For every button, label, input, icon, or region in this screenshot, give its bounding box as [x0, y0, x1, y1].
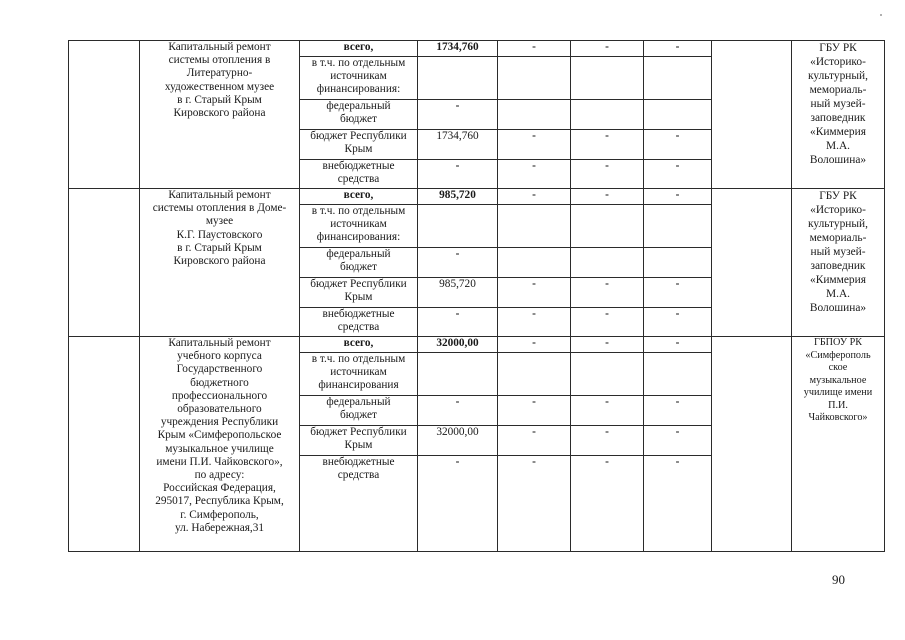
- year-value-cell: [571, 248, 644, 278]
- year-value-cell: -: [498, 308, 571, 337]
- amount-cell: 32000,00: [418, 426, 498, 456]
- table-body: [69, 41, 885, 552]
- funding-source-cell: в т.ч. по отдельным источникам финансирования: [300, 353, 418, 396]
- year-value-cell: -: [571, 396, 644, 426]
- amount-cell: [418, 353, 498, 396]
- year-value-cell: -: [644, 130, 712, 160]
- year-value-cell: -: [644, 456, 712, 552]
- year-value-cell: -: [498, 456, 571, 552]
- amount-cell: -: [418, 308, 498, 337]
- amount-cell: -: [418, 160, 498, 189]
- year-value-cell: -: [571, 456, 644, 552]
- funding-source-cell: всего,: [300, 337, 418, 353]
- empty-column-cell: [712, 41, 792, 189]
- year-value-cell: -: [498, 160, 571, 189]
- scan-speck: [880, 14, 882, 16]
- year-value-cell: [644, 57, 712, 100]
- amount-cell: 1734,760: [418, 130, 498, 160]
- year-value-cell: -: [571, 337, 644, 353]
- row-number-cell: [69, 337, 140, 552]
- funding-source-cell: федеральный бюджет: [300, 396, 418, 426]
- funding-source-cell: всего,: [300, 189, 418, 205]
- year-value-cell: [644, 205, 712, 248]
- year-value-cell: -: [498, 337, 571, 353]
- funding-source-cell: федеральный бюджет: [300, 248, 418, 278]
- year-value-cell: -: [498, 426, 571, 456]
- amount-cell: -: [418, 248, 498, 278]
- project-name-cell: Капитальный ремонт системы отопления в Литературно- художественном музее в г. Старый Крым Кировского района: [140, 41, 300, 189]
- amount-cell: 985,720: [418, 278, 498, 308]
- funding-source-cell: всего,: [300, 41, 418, 57]
- year-value-cell: [571, 353, 644, 396]
- year-value-cell: [644, 353, 712, 396]
- year-value-cell: [498, 353, 571, 396]
- year-value-cell: [498, 248, 571, 278]
- year-value-cell: [644, 248, 712, 278]
- year-value-cell: -: [571, 426, 644, 456]
- year-value-cell: -: [498, 278, 571, 308]
- year-value-cell: -: [644, 278, 712, 308]
- year-value-cell: -: [644, 160, 712, 189]
- year-value-cell: [571, 205, 644, 248]
- project-name-cell: Капитальный ремонт учебного корпуса Государственного бюджетного профессионального образовательного учреждения Республики Крым «Симферопольское музыкальное училище имени П.И. Чайковского», по адресу: Российская Федерация, 295017, Республика Крым, г. Симферополь, ул. Набережная,31: [140, 337, 300, 552]
- financing-table: [68, 40, 885, 552]
- table-row: [69, 189, 885, 205]
- year-value-cell: -: [644, 308, 712, 337]
- year-value-cell: -: [571, 189, 644, 205]
- year-value-cell: -: [498, 189, 571, 205]
- year-value-cell: -: [571, 160, 644, 189]
- year-value-cell: [571, 100, 644, 130]
- amount-cell: 32000,00: [418, 337, 498, 353]
- year-value-cell: -: [644, 396, 712, 426]
- funding-source-cell: бюджет Республики Крым: [300, 130, 418, 160]
- year-value-cell: -: [498, 396, 571, 426]
- year-value-cell: [644, 100, 712, 130]
- page-number: 90: [832, 572, 845, 587]
- year-value-cell: [498, 57, 571, 100]
- year-value-cell: -: [571, 308, 644, 337]
- year-value-cell: -: [571, 278, 644, 308]
- row-number-cell: [69, 189, 140, 337]
- funding-source-cell: в т.ч. по отдельным источникам финансирования:: [300, 57, 418, 100]
- amount-cell: 1734,760: [418, 41, 498, 57]
- amount-cell: 985,720: [418, 189, 498, 205]
- amount-cell: -: [418, 100, 498, 130]
- empty-column-cell: [712, 337, 792, 552]
- year-value-cell: -: [644, 337, 712, 353]
- funding-source-cell: федеральный бюджет: [300, 100, 418, 130]
- year-value-cell: [498, 205, 571, 248]
- amount-cell: -: [418, 396, 498, 426]
- row-number-cell: [69, 41, 140, 189]
- year-value-cell: -: [644, 426, 712, 456]
- year-value-cell: -: [571, 41, 644, 57]
- year-value-cell: [571, 57, 644, 100]
- funding-source-cell: внебюджетные средства: [300, 456, 418, 552]
- amount-cell: [418, 57, 498, 100]
- year-value-cell: -: [571, 130, 644, 160]
- year-value-cell: -: [498, 130, 571, 160]
- executor-cell: ГБПОУ РК «Симферополь ское музыкальное училище имени П.И. Чайковского»: [792, 337, 885, 552]
- amount-cell: -: [418, 456, 498, 552]
- table-row: [69, 41, 885, 57]
- funding-source-cell: внебюджетные средства: [300, 160, 418, 189]
- funding-source-cell: бюджет Республики Крым: [300, 426, 418, 456]
- year-value-cell: [498, 100, 571, 130]
- amount-cell: [418, 205, 498, 248]
- executor-cell: ГБУ РК «Историко- культурный, мемориаль- ный музей- заповедник «Киммерия М.А. Волошина»: [792, 189, 885, 337]
- funding-source-cell: внебюджетные средства: [300, 308, 418, 337]
- year-value-cell: -: [498, 41, 571, 57]
- year-value-cell: -: [644, 41, 712, 57]
- executor-cell: ГБУ РК «Историко- культурный, мемориаль- ный музей- заповедник «Киммерия М.А. Волошина»: [792, 41, 885, 189]
- funding-source-cell: бюджет Республики Крым: [300, 278, 418, 308]
- empty-column-cell: [712, 189, 792, 337]
- funding-source-cell: в т.ч. по отдельным источникам финансирования:: [300, 205, 418, 248]
- year-value-cell: -: [644, 189, 712, 205]
- table-row: [69, 337, 885, 353]
- project-name-cell: Капитальный ремонт системы отопления в Доме- музее К.Г. Паустовского в г. Старый Крым Кировского района: [140, 189, 300, 337]
